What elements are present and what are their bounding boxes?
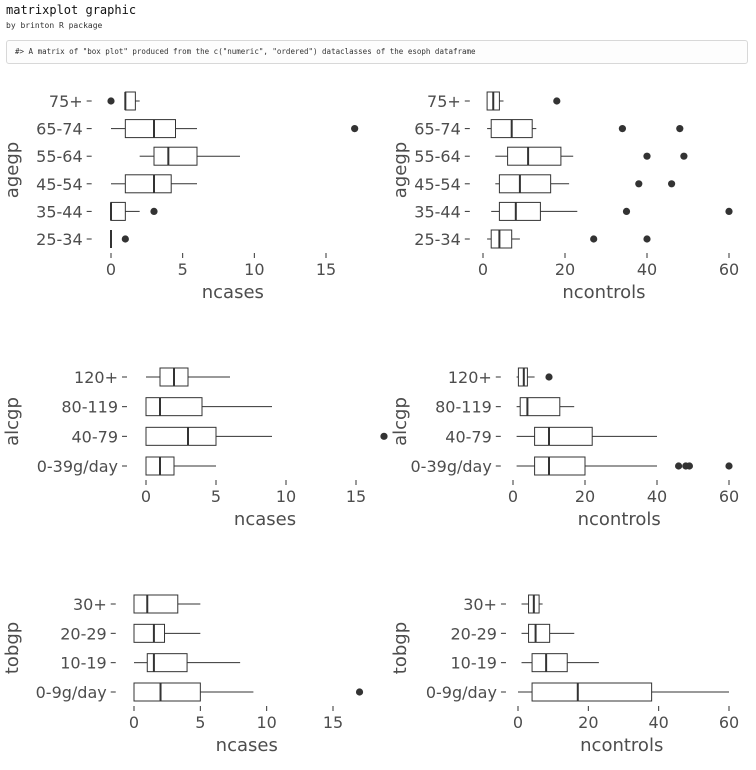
x-tick-label: 60 — [718, 487, 740, 506]
page-subtitle: by brinton R package — [6, 21, 103, 30]
box-iqr — [491, 230, 512, 248]
y-axis-title: tobgp — [2, 621, 23, 675]
box-iqr — [535, 457, 585, 475]
box-iqr — [134, 595, 178, 613]
outlier-point — [686, 462, 693, 469]
x-tick-label: 0 — [140, 487, 152, 506]
y-tick-label: 40-79 — [445, 427, 492, 447]
y-tick-label: 0-39g/day — [410, 457, 492, 476]
y-axis-title: alcgp — [390, 397, 411, 446]
y-tick-label: 30+ — [72, 595, 107, 614]
y-tick-label: 45-54 — [414, 174, 461, 194]
y-tick-label: 75+ — [48, 92, 83, 111]
x-tick-label: 40 — [636, 260, 658, 279]
y-tick-label: 65-74 — [414, 119, 461, 139]
outlier-point — [356, 688, 363, 695]
box-iqr — [111, 202, 125, 220]
box-iqr — [532, 654, 567, 672]
x-tick-label: 15 — [315, 260, 337, 279]
y-tick-label: 35-44 — [36, 202, 83, 222]
y-tick-label: 45-54 — [36, 174, 83, 194]
x-tick-label: 0 — [507, 487, 519, 506]
box-iqr — [520, 398, 560, 416]
y-tick-label: 120+ — [74, 368, 118, 387]
outlier-point — [635, 180, 642, 187]
outlier-point — [590, 235, 597, 242]
outlier-point — [680, 153, 687, 160]
outlier-point — [380, 433, 387, 440]
y-tick-label: 25-34 — [414, 230, 461, 249]
outlier-point — [351, 125, 358, 132]
box-iqr — [146, 398, 202, 416]
y-tick-label: 35-44 — [414, 202, 461, 222]
x-tick-label: 40 — [648, 713, 669, 732]
x-axis-title: ncases — [201, 282, 264, 303]
x-axis-title: ncontrols — [562, 282, 646, 303]
box-iqr — [499, 175, 550, 193]
y-tick-label: 25-34 — [36, 230, 83, 249]
outlier-point — [107, 97, 114, 104]
x-tick-label: 0 — [105, 260, 117, 279]
outlier-point — [675, 462, 682, 469]
y-tick-label: 55-64 — [414, 147, 461, 167]
y-tick-label: 80-119 — [61, 397, 118, 417]
outlier-point — [676, 125, 683, 132]
box-iqr — [134, 683, 200, 701]
x-tick-label: 10 — [275, 487, 297, 506]
y-axis-title: agegp — [390, 141, 411, 199]
y-axis-title: tobgp — [390, 621, 411, 675]
box-iqr — [134, 624, 165, 642]
x-tick-label: 10 — [244, 260, 265, 279]
y-tick-label: 30+ — [463, 595, 497, 614]
x-tick-label: 0 — [128, 713, 140, 732]
y-tick-label: 120+ — [447, 368, 492, 387]
box-iqr — [529, 624, 550, 642]
outlier-point — [545, 373, 552, 380]
outlier-point — [643, 235, 650, 242]
outlier-point — [150, 208, 157, 215]
x-tick-label: 15 — [322, 713, 344, 732]
box-iqr — [125, 92, 135, 110]
box-iqr — [154, 147, 197, 165]
x-tick-label: 60 — [718, 713, 740, 732]
y-tick-label: 0-39g/day — [36, 457, 118, 476]
outlier-point — [725, 208, 732, 215]
box-iqr — [508, 147, 561, 165]
y-tick-label: 65-74 — [36, 119, 83, 139]
x-tick-label: 5 — [177, 260, 188, 279]
box-iqr — [146, 427, 216, 445]
outlier-point — [668, 180, 675, 187]
y-tick-label: 40-79 — [71, 427, 118, 447]
code-output-line: #> A matrix of "box plot" produced from the c("numeric", "ordered") dataclasses of the esoph dataframe — [6, 40, 748, 64]
x-tick-label: 20 — [578, 713, 599, 732]
y-tick-label: 0-9g/day — [35, 683, 107, 702]
x-tick-label: 20 — [554, 260, 576, 279]
y-axis-title: alcgp — [2, 397, 23, 446]
x-tick-label: 5 — [210, 487, 222, 506]
y-tick-label: 10-19 — [450, 653, 497, 673]
y-tick-label: 55-64 — [36, 147, 83, 167]
x-axis-title: ncases — [215, 735, 278, 756]
x-tick-label: 15 — [345, 487, 367, 506]
y-tick-label: 75+ — [427, 92, 461, 111]
outlier-point — [122, 235, 129, 242]
box-iqr — [125, 120, 175, 138]
y-axis-title: agegp — [2, 141, 23, 199]
x-tick-label: 0 — [512, 713, 524, 732]
x-tick-label: 10 — [256, 713, 277, 732]
y-tick-label: 20-29 — [450, 624, 497, 644]
x-tick-label: 60 — [718, 260, 740, 279]
box-iqr — [499, 202, 540, 220]
x-axis-title: ncontrols — [580, 735, 664, 756]
box-iqr — [125, 175, 171, 193]
outlier-point — [619, 125, 626, 132]
x-axis-title: ncontrols — [577, 509, 661, 530]
y-tick-label: 20-29 — [60, 624, 107, 644]
outlier-point — [725, 462, 732, 469]
x-axis-title: ncases — [233, 509, 297, 530]
box-iqr — [532, 683, 652, 701]
page-title: matrixplot graphic — [6, 3, 137, 17]
x-tick-label: 40 — [646, 487, 668, 506]
outlier-point — [643, 153, 650, 160]
y-tick-label: 80-119 — [435, 397, 492, 417]
x-tick-label: 0 — [477, 260, 489, 279]
x-tick-label: 5 — [195, 713, 206, 732]
outlier-point — [553, 97, 560, 104]
y-tick-label: 10-19 — [60, 653, 107, 673]
outlier-point — [623, 208, 630, 215]
x-tick-label: 20 — [574, 487, 596, 506]
y-tick-label: 0-9g/day — [425, 683, 497, 702]
box-iqr — [535, 427, 593, 445]
